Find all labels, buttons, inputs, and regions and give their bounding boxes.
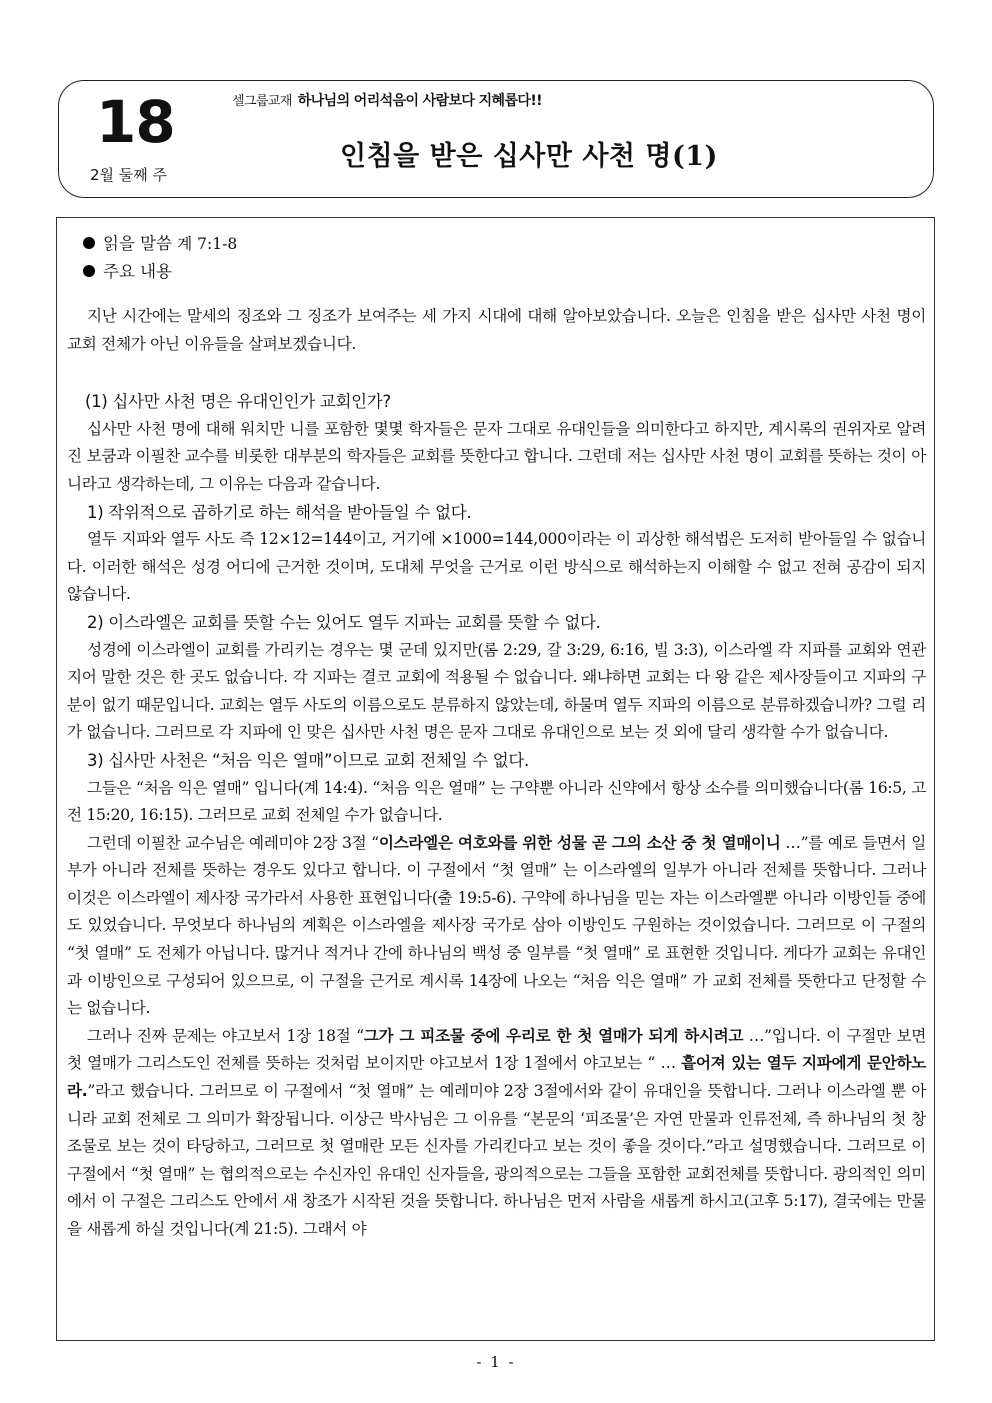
lesson-number: 18 xyxy=(96,88,175,156)
text-run: …”를 예로 들면서 일부가 아니라 전체를 뜻하는 경우도 있다고 합니다. 이 구절에서 “첫 열매” 는 이스라엘의 일부가 아니라 전체를 뜻합니다. 그러나 이것은 이스라엘이 제사장 국가라서 사용한 표현입니다(출 19:5-6). 구약에 하나님을 믿는 자는 이스라엘뿐 아니라 이방인들 중에도 있었습니다. 무엇보다 하나님의 계획은 이스라엘을 제사장 국가로 삼아 이방인도 구원하는 것이었습니다. 그러므로 이 구절의 “첫 열매” 도 전체가 아닙니다. 많거나 적거나 간에 하나님의 백성 중 일부를 “첫 열매” 로 표현한 것입니다. 게다가 교회는 유대인과 이방인으로 구성되어 있으므로, 이 구절을 근거로 계시록 14장에 나오는 “처음 익은 열매” 가 교회 전체를 뜻한다고 단정할 수는 없습니다. xyxy=(67,833,926,1018)
text-run: …”입니다. 이 구절만 보면 첫 열매가 그리스도인 전체를 뜻하는 것처럼 보이지만 야고보서 1장 1절에서 야고보는 “ … xyxy=(67,1026,927,1073)
bold-quote: 이스라엘은 여호와를 위한 성물 곧 그의 소산 중 첫 열매이니 xyxy=(378,833,781,852)
reading-label: 읽을 말씀 xyxy=(103,234,173,253)
point-1-heading: 1) 작위적으로 곱하기로 하는 해석을 받아들일 수 없다. xyxy=(87,502,472,522)
bullet-icon xyxy=(83,237,95,249)
point-3-paragraph-1: 그들은 “처음 익은 열매” 입니다(계 14:4). “처음 익은 열매” 는 구약뿐 아니라 신약에서 항상 소수를 의미했습니다(롬 16:5, 고전 15:20, 16:15). 그러므로 교회 전체일 수가 없습니다. xyxy=(67,778,926,825)
content-box xyxy=(56,217,935,1341)
lesson-title: 인침을 받은 십사만 사천 명(1) xyxy=(340,141,718,172)
intro-paragraph: 지난 시간에는 말세의 징조와 그 징조가 보여주는 세 가지 시대에 대해 알아보았습니다. 오늘은 인침을 받은 십사만 사천 명이 교회 전체가 아닌 이유들을 살펴보겠습니다. xyxy=(67,307,926,353)
page-number: - 1 - xyxy=(476,1353,516,1371)
week-label: 2월 둘째 주 xyxy=(90,166,168,184)
section-paragraph: 십사만 사천 명에 대해 워치만 니를 포함한 몇몇 학자들은 문자 그대로 유대인들을 의미한다고 하지만, 계시록의 권위자로 알려진 보쿰과 이필찬 교수를 비롯한 대부분의 학자들은 교회를 뜻한다고 합니다. 그런데 저는 십사만 사천 명이 교회를 뜻하는 것이 아니라고 생각하는데, 그 이유는 다음과 같습니다. xyxy=(67,419,926,493)
summary-label: 주요 내용 xyxy=(103,262,173,281)
reading-line xyxy=(67,230,926,258)
bold-quote: 흩어져 있는 열두 지파에게 문안하노라. xyxy=(67,1054,926,1101)
text-run: 그러나 진짜 문제는 야고보서 1장 18절 “ xyxy=(87,1026,364,1045)
point-3-heading: 3) 십사만 사천은 “처음 익은 열매”이므로 교회 전체일 수 없다. xyxy=(87,750,529,770)
point-2-paragraph: 성경에 이스라엘이 교회를 가리키는 경우는 몇 군데 있지만(롬 2:29, 갈 3:29, 6:16, 빌 3:3), 이스라엘 각 지파를 교회와 연관 지어 말한 것은 한 곳도 없습니다. 각 지파는 결코 교회에 적용될 수 없습니다. 왜냐하면 교회는 다 왕 같은 제사장들이고 지파의 구분이 없기 때문입니다. 교회는 열두 사도의 이름으로도 분류하지 않았는데, 하물며 열두 지파의 이름으로 분류하겠습니까? 그럴 리가 없습니다. 그러므로 각 지파에 인 맞은 십사만 사천 명은 문자 그대로 유대인으로 보는 것 외에 달리 생각할 수가 없습니다. xyxy=(67,640,926,742)
section-heading: (1) 십사만 사천 명은 유대인인가 교회인가? xyxy=(85,392,391,412)
series-title: 하나님의 어리석음이 사람보다 지혜롭다!! xyxy=(297,93,542,109)
series-line xyxy=(232,90,542,110)
summary-line xyxy=(67,258,926,285)
bold-quote: 그가 그 피조물 중에 우리로 한 첫 열매가 되게 하시려고 xyxy=(363,1026,744,1045)
point-1-paragraph: 열두 지파와 열두 사도 즉 12×12=144이고, 거기에 ×1000=144,000이라는 이 괴상한 해석법은 도저히 받아들일 수 없습니다. 이러한 해석은 성경 어디에 근거한 것이며, 도대체 무엇을 근거로 이런 방식으로 해석하는지 이해할 수 없고 전혀 공감이 되지 않습니다. xyxy=(67,530,926,604)
text-run: ”라고 했습니다. 그러므로 이 구절에서 “첫 열매” 는 예레미야 2장 3절에서와 같이 유대인을 뜻합니다. 그러나 이스라엘 뿐 아니라 교회 전체로 그 의미가 확장됩니다. 이상근 박사님은 그 이유를 “본문의 ‘피조물’은 자연 만물과 인류전체, 즉 하나님의 첫 창조물로 보는 것이 타당하고, 그러므로 첫 열매란 모든 신자를 가리킨다고 보는 것이 좋을 것이다.”라고 설명했습니다. 그러므로 이 구절에서 “첫 열매” 는 협의적으로는 수신자인 유대인 신자들을, 광의적으로는 그들을 포함한 교회전체를 뜻합니다. 광의적인 의미에서 이 구절은 그리스도 안에서 새 창조가 시작된 것을 뜻합니다. 하나님은 먼저 사람을 새롭게 하시고(고후 5:17), 결국에는 만물을 새롭게 하실 것입니다(계 21:5). 그래서 야 xyxy=(67,1082,926,1238)
point-3-paragraph-2 xyxy=(67,830,926,1023)
point-3-paragraph-3 xyxy=(67,1023,926,1244)
text-run: 그런데 이필찬 교수님은 예레미야 2장 3절 “ xyxy=(87,833,379,852)
bullet-icon xyxy=(83,265,95,277)
reading-reference: 계 7:1-8 xyxy=(177,235,238,253)
series-label: 셀그룹교재 xyxy=(232,94,292,109)
point-2-heading: 2) 이스라엘은 교회를 뜻할 수는 있어도 열두 지파는 교회를 뜻할 수 없다. xyxy=(87,612,601,632)
